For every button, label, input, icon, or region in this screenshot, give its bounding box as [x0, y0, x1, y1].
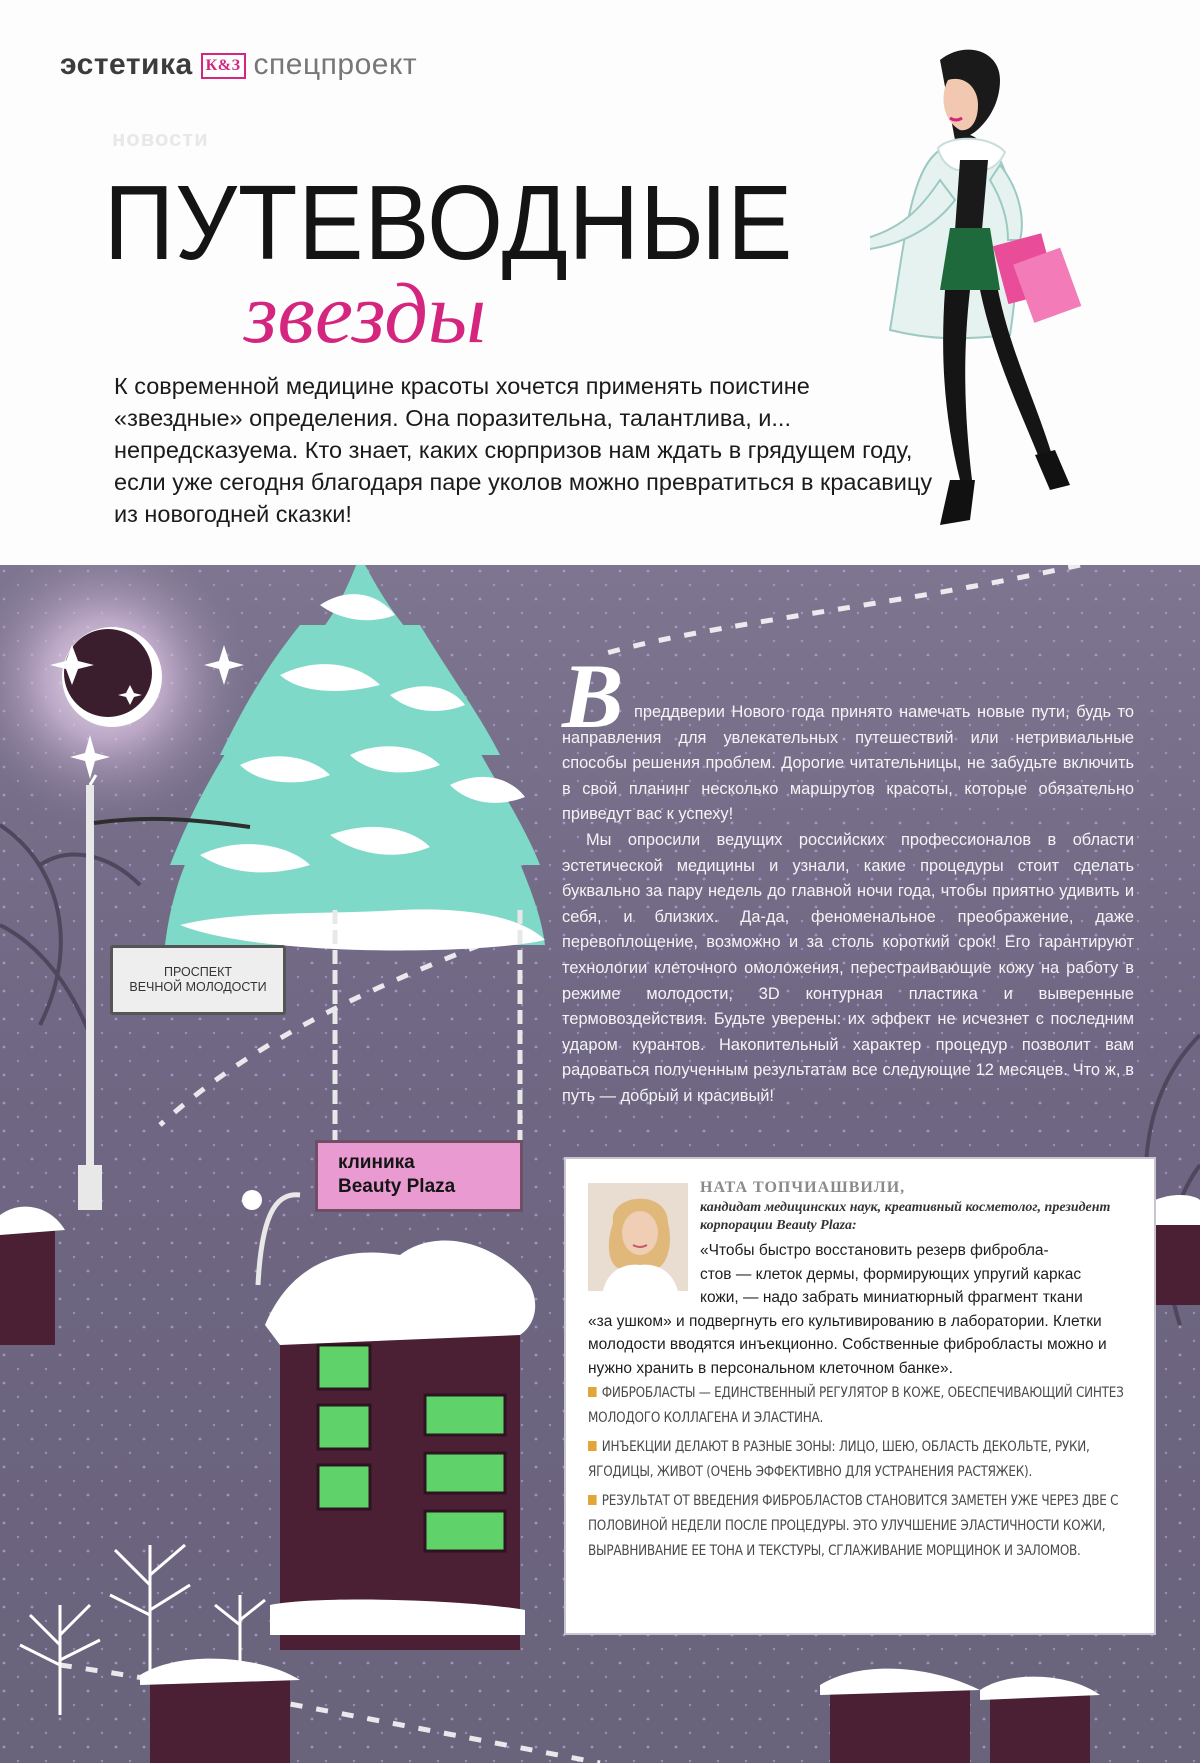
quote-rest: «за ушком» и подвергнуть его культивированию в лаборатории. Клетки молодости вводятся инъекционно. Собственные фибробласты можно и нужно хранить в персональном клеточном банке».	[588, 1312, 1107, 1377]
article-paragraph-1: преддверии Нового года принято намечать новые пути, будь то направления для увлекательных путешествий или нетривиальные способы решения проблем. Дорогие читательницы, не забудьте включить в свой планинг несколько маршрутов красоты, которые обязательно приведут вас к успеху!	[562, 703, 1134, 824]
street-sign	[110, 945, 286, 1015]
show-through-text: новости	[112, 126, 209, 151]
bullet-square-icon	[588, 1387, 597, 1397]
quote-line-3: кожи, — надо забрать миниатюрный фрагмент ткани	[700, 1289, 1083, 1306]
magazine-logo: К&З	[201, 53, 246, 79]
bullet-square-icon	[588, 1495, 597, 1505]
street-sign-line2: ВЕЧНОЙ МОЛОДОСТИ	[129, 980, 267, 994]
lead-paragraph: К современной медицине красоты хочется применять поистине «звездные» определения. Она поразительна, талантлива, и... непредсказуема. Кто знает, каких сюрпризов нам ждать в грядущем году, если уже сегодня благодаря паре уколов можно превратиться в красавицу из новогодней сказки!	[114, 373, 933, 527]
expert-name: НАТА ТОПЧИАШВИЛИ,	[700, 1179, 906, 1196]
expert-credentials: кандидат медицинских наук, креативный косметолог, президент корпорации Beauty Plaza:	[700, 1200, 1111, 1233]
quote-line-1: «Чтобы быстро восстановить резерв фибробла-	[700, 1242, 1049, 1259]
page-title: ПУТЕВОДНЫЕ	[104, 164, 794, 282]
rubric	[60, 48, 417, 82]
article-body	[562, 700, 1134, 1110]
clinic-sign-line2: Beauty Plaza	[338, 1176, 456, 1197]
fact-item: ИНЪЕКЦИИ ДЕЛАЮТ В РАЗНЫЕ ЗОНЫ: ЛИЦО, ШЕЮ, ОБЛАСТЬ ДЕКОЛЬТЕ, РУКИ, ЯГОДИЦЫ, ЖИВОТ (ОЧЕНЬ ЭФФЕКТИВНО ДЛЯ УСТРАНЕНИЯ РАСТЯЖЕК).	[588, 1439, 1090, 1480]
fact-list	[588, 1381, 1140, 1568]
quote-line-2: стов — клеток дермы, формирующих упругий каркас	[700, 1265, 1082, 1283]
clinic-sign	[315, 1140, 523, 1212]
fact-item: РЕЗУЛЬТАТ ОТ ВВЕДЕНИЯ ФИБРОБЛАСТОВ СТАНОВИТСЯ ЗАМЕТЕН УЖЕ ЧЕРЕЗ ДВЕ С ПОЛОВИНОЙ НЕДЕЛИ ПОСЛЕ ПРОЦЕДУРЫ. ЭТО УЛУЧШЕНИЕ ЭЛАСТИЧНОСТИ КОЖИ, ВЫРАВНИВАНИЕ ЕЕ ТОНА И ТЕКСТУРЫ, СГЛАЖИВАНИЕ МОРЩИНОК И ЗАЛОМОВ.	[588, 1493, 1119, 1559]
bullet-square-icon	[588, 1441, 597, 1451]
article-paragraph-2: Мы опросили ведущих российских профессионалов в области эстетической медицины и узнали, какие процедуры стоит сделать буквально за пару недель до главной ночи года, чтобы приятно удивить и себя, и близких. Да-да, феноменальное преображение, даже перевоплощение, возможно и за столь короткий срок! Его гарантируют технологии клеточного омоложения, перестраивающие кожу на работу в режиме молодости, 3D контурная пластика и выверенные термовоздействия. Будьте уверены: их эффект не исчезнет с последним ударом курантов. Накопительный характер процедур позволит вам радоваться полученным результатам все следующие 12 месяцев. Что ж, в путь — добрый и красивый!	[562, 830, 1134, 1105]
rubric-project: спецпроект	[253, 48, 418, 81]
fact-item: ФИБРОБЛАСТЫ — ЕДИНСТВЕННЫЙ РЕГУЛЯТОР В КОЖЕ, ОБЕСПЕЧИВАЮЩИЙ СИНТЕЗ МОЛОДОГО КОЛЛАГЕНА И ЭЛАСТИНА.	[588, 1385, 1124, 1426]
expert-quote-box	[564, 1157, 1156, 1635]
street-sign-line1: ПРОСПЕКТ	[163, 965, 233, 979]
page-subtitle: звезды	[244, 265, 487, 361]
fashion-woman-illustration	[870, 40, 1190, 600]
rubric-section: эстетика	[60, 48, 193, 81]
expert-quote-text	[588, 1239, 1140, 1380]
clinic-sign-line1: клиника	[338, 1152, 415, 1173]
drop-cap: В	[562, 645, 624, 747]
house-main	[265, 1241, 535, 1650]
